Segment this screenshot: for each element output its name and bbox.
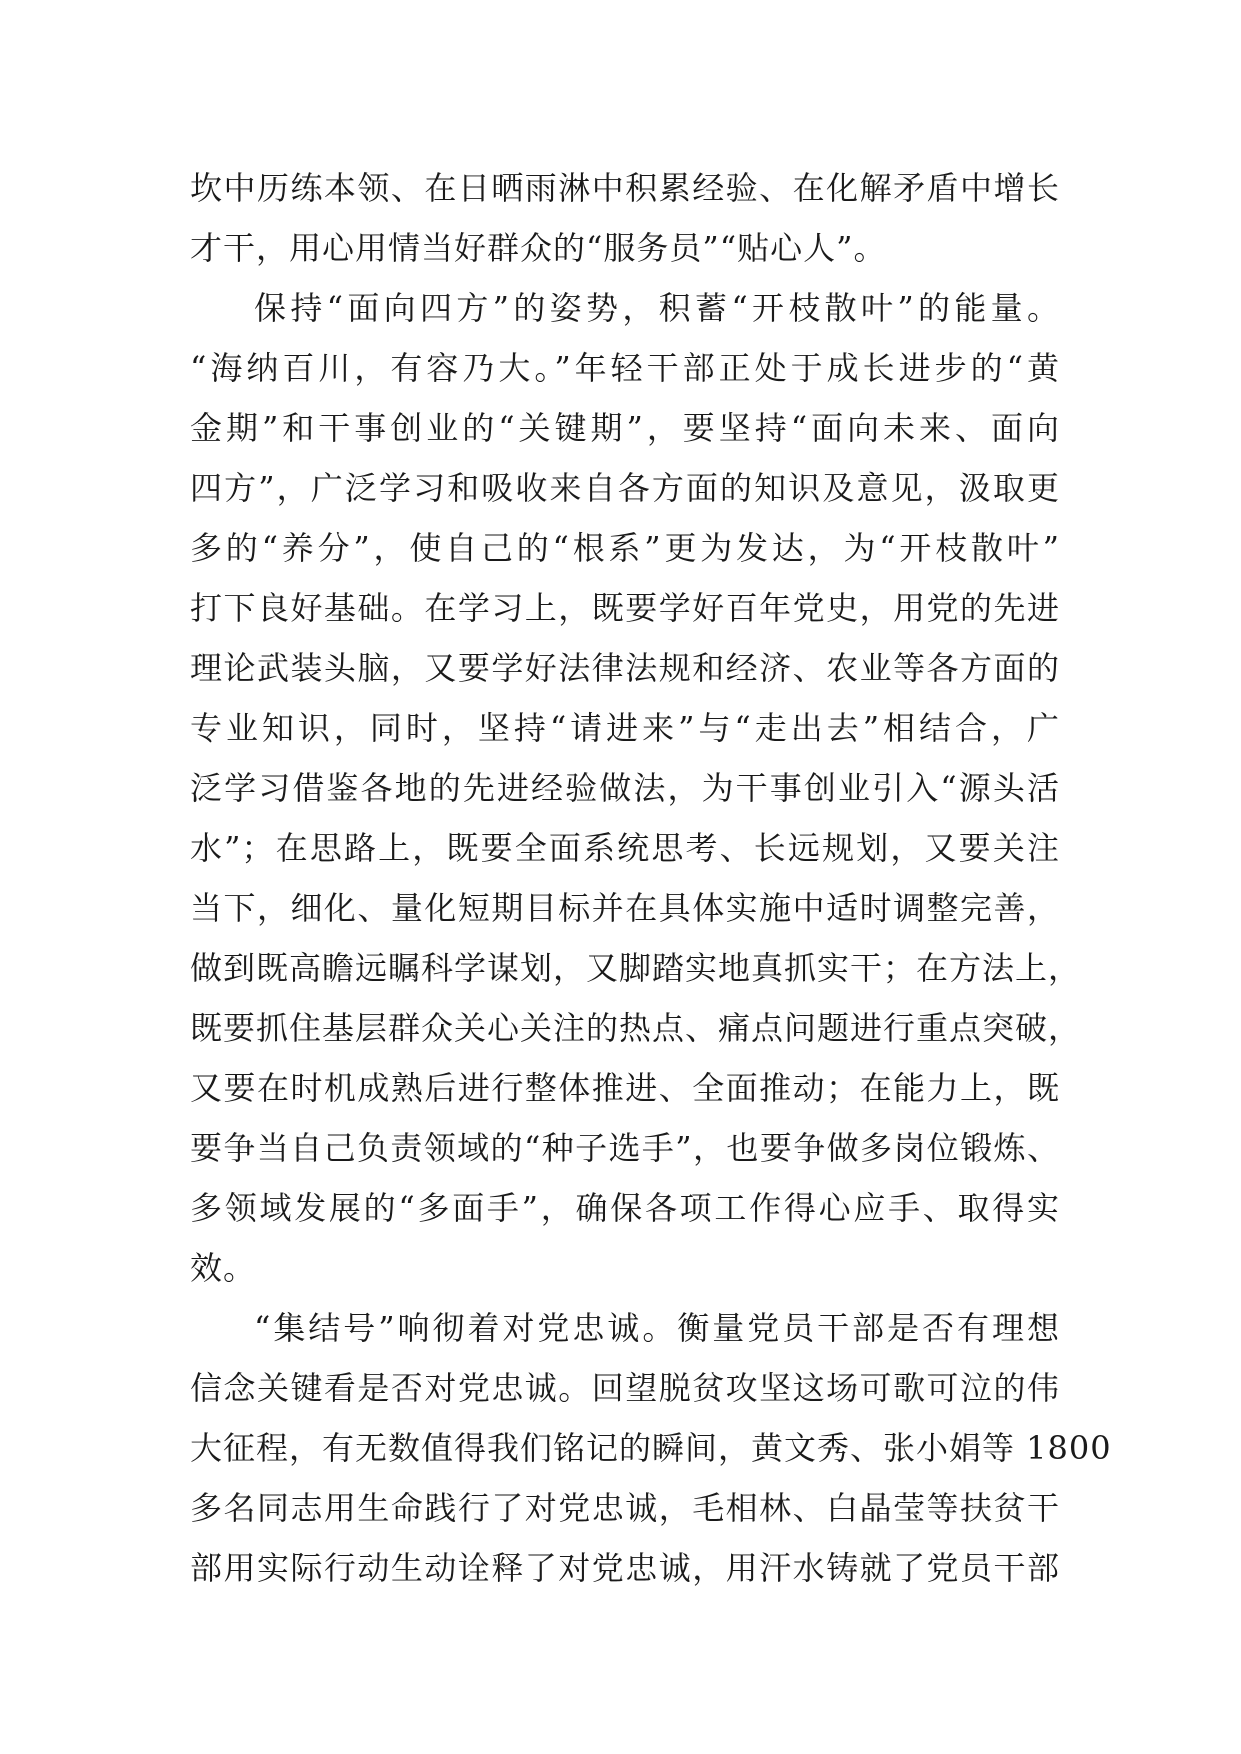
text-line: 才干，用心用情当好群众的“服务员”“贴心人”。 [190,229,887,267]
text-line: 多的“养分”，使自己的“根系”更为发达，为“开枝散叶” [190,529,1060,567]
paragraph-start-line: 保持“面向四方”的姿势，积蓄“开枝散叶”的能量。 [254,289,1060,327]
text-line: 部用实际行动生动诠释了对党忠诚，用汗水铸就了党员干部 [190,1549,1060,1587]
paragraph-start-line: “集结号”响彻着对党忠诚。衡量党员干部是否有理想 [254,1309,1060,1347]
text-line: 大征程，有无数值得我们铭记的瞬间，黄文秀、张小娟等 1800 [190,1429,1112,1467]
text-line: 水”；在思路上，既要全面系统思考、长远规划，又要关注 [190,829,1060,867]
text-line: “海纳百川，有容乃大。”年轻干部正处于成长进步的“黄 [190,349,1060,387]
text-line: 泛学习借鉴各地的先进经验做法，为干事创业引入“源头活 [190,769,1060,807]
text-line: 四方”，广泛学习和吸收来自各方面的知识及意见，汲取更 [190,469,1060,507]
text-line: 专业知识，同时，坚持“请进来”与“走出去”相结合，广 [190,709,1060,747]
text-line: 又要在时机成熟后进行整体推进、全面推动；在能力上，既 [190,1069,1060,1107]
body-text [190,158,1112,1598]
text-line: 多领域发展的“多面手”，确保各项工作得心应手、取得实 [190,1189,1060,1227]
text-line: 金期”和干事创业的“关键期”，要坚持“面向未来、面向 [190,409,1060,447]
text-line: 做到既高瞻远瞩科学谋划，又脚踏实地真抓实干；在方法上， [190,949,1082,987]
text-line: 效。 [190,1249,257,1287]
text-line: 既要抓住基层群众关心关注的热点、痛点问题进行重点突破， [190,1009,1082,1047]
text-line: 多名同志用生命践行了对党忠诚，毛相林、白晶莹等扶贫干 [190,1489,1060,1527]
text-line: 打下良好基础。在学习上，既要学好百年党史，用党的先进 [190,589,1060,627]
text-line: 当下，细化、量化短期目标并在具体实施中适时调整完善， [190,889,1060,927]
text-line: 坎中历练本领、在日晒雨淋中积累经验、在化解矛盾中增长 [190,169,1060,207]
text-line: 信念关键看是否对党忠诚。回望脱贫攻坚这场可歌可泣的伟 [190,1369,1060,1407]
text-line: 理论武装头脑，又要学好法律法规和经济、农业等各方面的 [190,649,1060,687]
text-line: 要争当自己负责领域的“种子选手”，也要争做多岗位锻炼、 [190,1129,1060,1167]
